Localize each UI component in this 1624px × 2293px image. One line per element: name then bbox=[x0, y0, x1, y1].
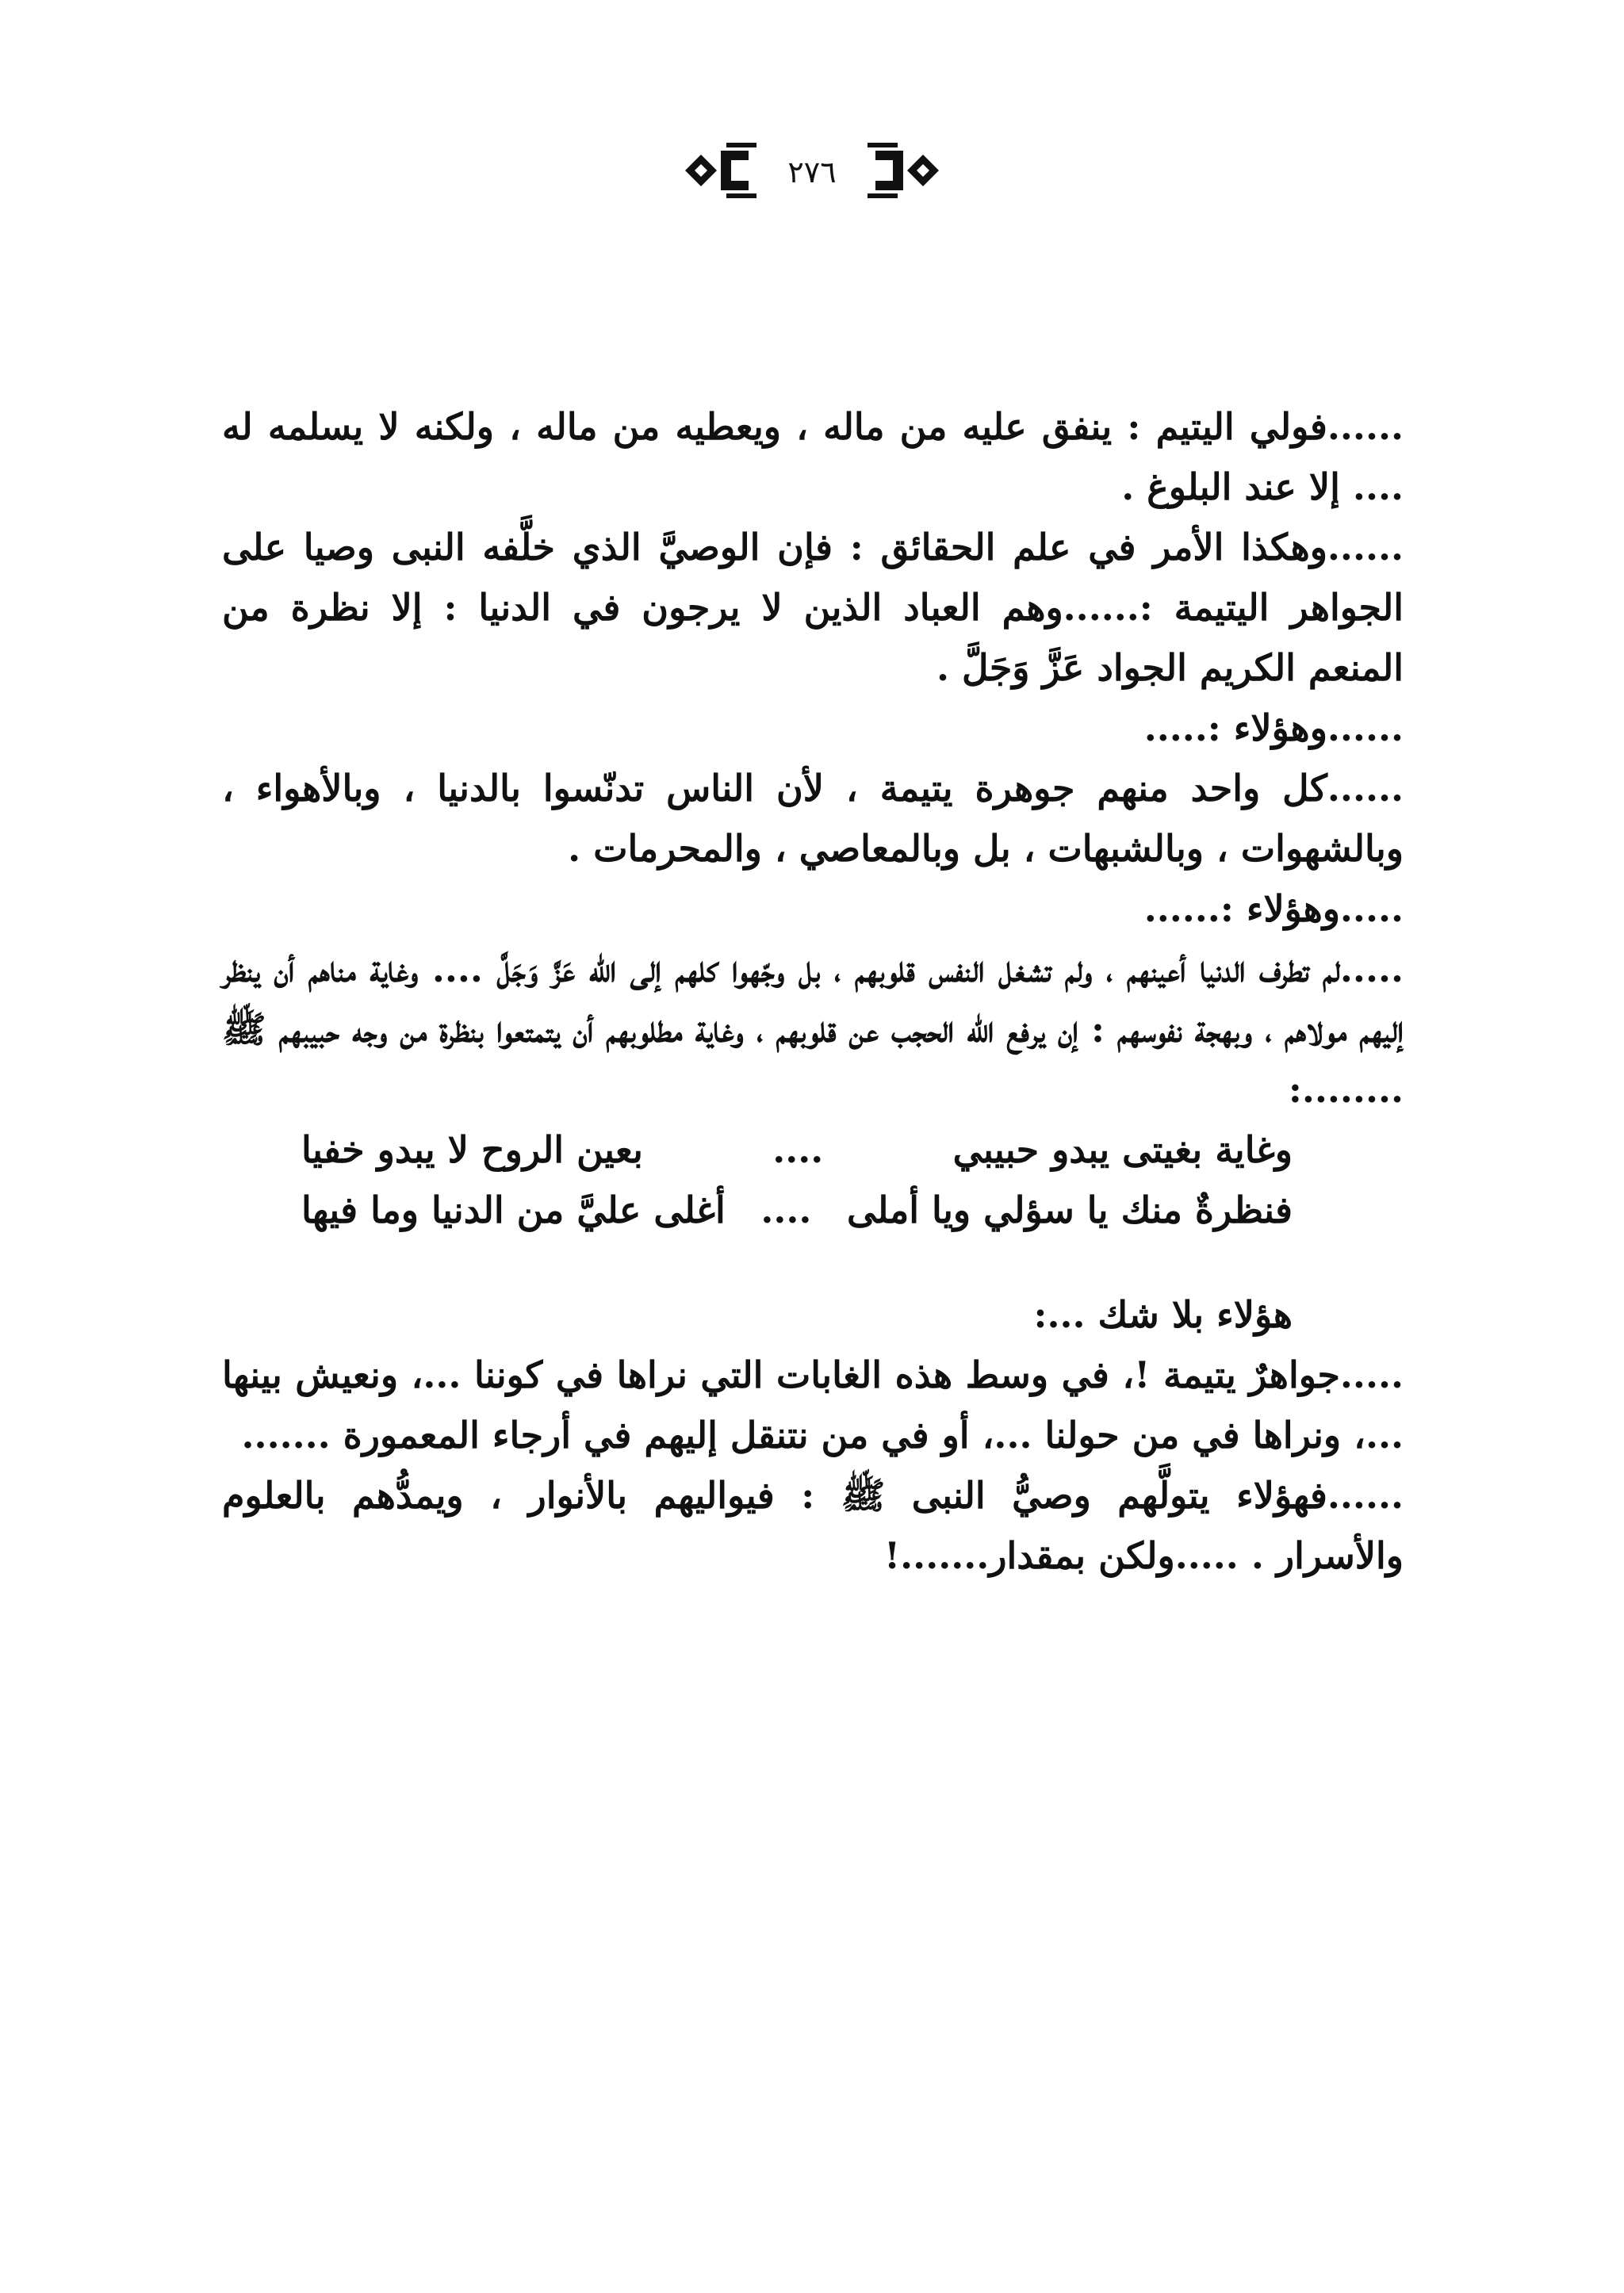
spacer bbox=[222, 1240, 1404, 1284]
paragraph: .....وهؤلاء :...... bbox=[1143, 887, 1404, 930]
poem-verse bbox=[301, 1120, 1293, 1180]
paragraph: ......فهؤلاء يتولَّهم وصيُّ النبى ﷺ : فيواليهم بالأنوار ، ويمدُّهم بالعلوم والأسرار . .....ولكن بمقدار.......! bbox=[222, 1474, 1404, 1577]
page-number: ٢٧٦ bbox=[787, 155, 837, 189]
verse-separator: .... bbox=[772, 1128, 824, 1171]
paragraph: ......وهؤلاء :..... bbox=[1143, 706, 1404, 749]
page-number-ornament bbox=[677, 127, 947, 214]
verse-second-hemistich: بعين الروح لا يبدو خفيا bbox=[301, 1128, 643, 1171]
paragraph: ......وهكذا الأمر في علم الحقائق : فإن الوصيَّ الذي خلَّفه النبى وصيا على الجواهر اليتيمة :......وهم العباد الذين لا يرجون في الدنيا : إلا نظرة من المنعم الكريم الجواد عَزَّ وَجَلَّ . bbox=[222, 526, 1404, 689]
paragraph: .....جواهرٌ يتيمة !، في وسط هذه الغابات التي نراها في كوننا ...، ونعيش بينها ...، ونراها في من حولنا ...، أو في من نتنقل إليهم في أرجاء المعمورة ....... bbox=[222, 1353, 1404, 1457]
poem-verse bbox=[301, 1180, 1293, 1240]
poem bbox=[222, 1120, 1404, 1240]
verse-separator: .... bbox=[760, 1189, 812, 1231]
ornament-left-icon bbox=[685, 143, 756, 198]
paragraph: .....لم تطرف الدنيا أعينهم ، ولم تشغل النفس قلوبهم ، بل وجّهوا كلهم إلى الله عَزَّ وَجَلَّ .... وغاية مناهم أن ينظر إليهم مولاهم ، وبهجة نفوسهم : إن يرفع الله الحجب عن قلوبهم ، وغاية مطلوبهم أن يتمتعوا بنظرة من وجه حبيبهم ﷺ ........: bbox=[222, 947, 1404, 1111]
verse-second-hemistich: أغلى عليَّ من الدنيا وما فيها bbox=[301, 1189, 726, 1231]
page-body bbox=[222, 396, 1404, 1586]
ornament-right-icon bbox=[868, 143, 939, 198]
verse-first-hemistich: وغاية بغيتى يبدو حبيبي bbox=[952, 1128, 1293, 1171]
paragraph: ......فولي اليتيم : ينفق عليه من ماله ، ويعطيه من ماله ، ولكنه لا يسلمه له .... إلا عند البلوغ . bbox=[222, 405, 1404, 508]
paragraph: ......كل واحد منهم جوهرة يتيمة ، لأن الناس تدنّسوا بالدنيا ، وبالأهواء ، وبالشهوات ، وبالشبهات ، بل وبالمعاصي ، والمحرمات . bbox=[222, 767, 1404, 870]
verse-first-hemistich: فنظرةٌ منك يا سؤلي ويا أملى bbox=[847, 1189, 1293, 1231]
paragraph-intro: هؤلاء بلا شك ...: bbox=[1033, 1293, 1293, 1336]
page-header bbox=[0, 127, 1624, 214]
